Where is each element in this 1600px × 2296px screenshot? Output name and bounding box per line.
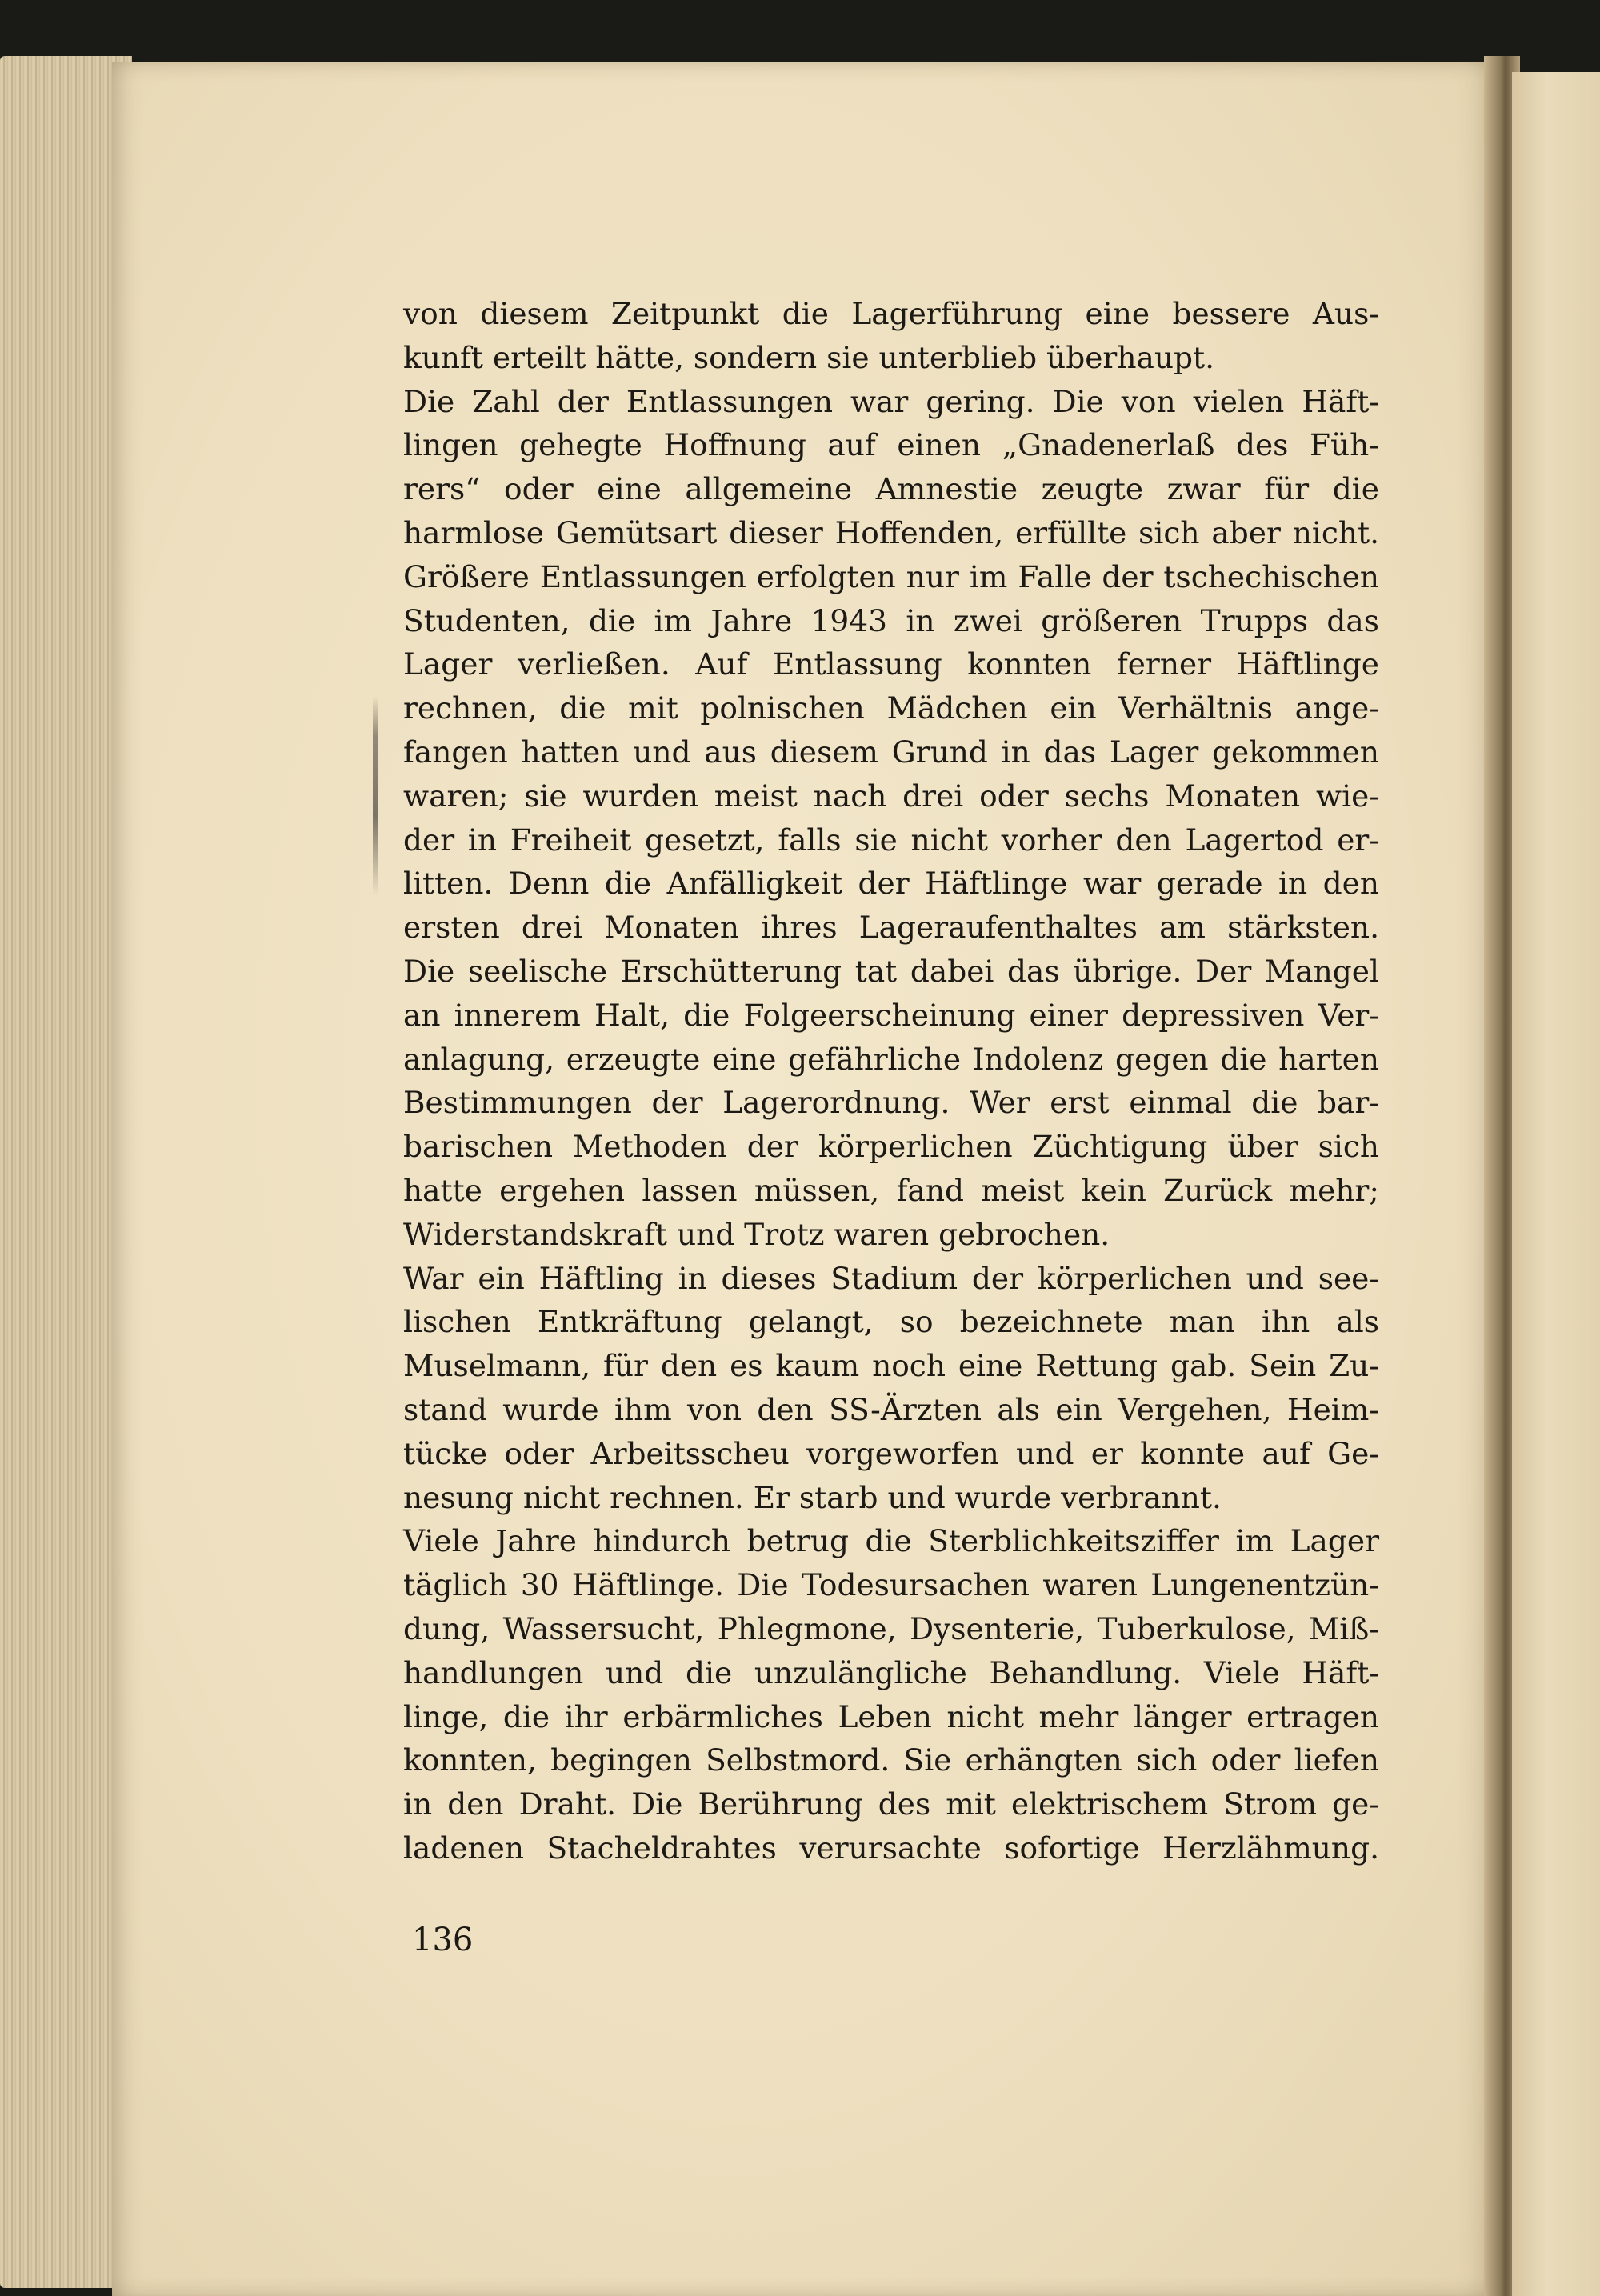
text-line: Größere Entlassungen erfolgten nur im Falle der tschechischen	[403, 558, 1379, 594]
text-line: War ein Häftling in dieses Stadium der körperlichen und see-	[403, 1260, 1379, 1296]
text-line: rers“ oder eine allgemeine Amnestie zeugte zwar für die	[403, 471, 1379, 507]
text-line: handlungen und die unzulängliche Behandlung. Viele Häft-	[403, 1654, 1379, 1690]
page-number: 136	[412, 1922, 474, 1958]
text-line: lischen Entkräftung gelangt, so bezeichnete man ihn als	[403, 1304, 1379, 1340]
text-line: Die Zahl der Entlassungen war gering. Die von vielen Häft-	[403, 383, 1379, 419]
text-line: rechnen, die mit polnischen Mädchen ein Verhältnis ange-	[403, 690, 1379, 726]
text-line: der in Freiheit gesetzt, falls sie nicht vorher den Lagertod er-	[403, 822, 1379, 858]
text-line: in den Draht. Die Berührung des mit elektrischem Strom ge-	[403, 1786, 1379, 1822]
text-line: Bestimmungen der Lagerordnung. Wer erst einmal die bar-	[403, 1085, 1379, 1121]
text-line: linge, die ihr erbärmliches Leben nicht mehr länger ertragen	[403, 1698, 1379, 1734]
text-line: anlagung, erzeugte eine gefährliche Indolenz gegen die harten	[403, 1041, 1379, 1077]
text-line: von diesem Zeitpunkt die Lagerführung eine bessere Aus-	[403, 296, 1379, 331]
text-line: ladenen Stacheldrahtes verursachte sofortige Herzlähmung.	[403, 1830, 1379, 1866]
text-line: an innerem Halt, die Folgeerscheinung einer depressiven Ver-	[403, 997, 1379, 1033]
text-line: waren; sie wurden meist nach drei oder sechs Monaten wie-	[403, 778, 1379, 814]
text-line: Die seelische Erschütterung tat dabei das übrige. Der Mangel	[403, 953, 1379, 989]
facing-page-edge	[1512, 72, 1600, 2296]
text-line: Viele Jahre hindurch betrug die Sterblichkeitsziffer im Lager	[403, 1523, 1379, 1559]
text-line: täglich 30 Häftlinge. Die Todesursachen waren Lungenentzün-	[403, 1567, 1379, 1603]
text-line: ersten drei Monaten ihres Lageraufenthaltes am stärksten.	[403, 910, 1379, 946]
text-line: dung, Wassersucht, Phlegmone, Dysenterie, Tuberkulose, Miß-	[403, 1610, 1379, 1646]
text-line: konnten, begingen Selbstmord. Sie erhängten sich oder liefen	[403, 1742, 1379, 1778]
text-line: Muselmann, für den es kaum noch eine Rettung gab. Sein Zu-	[403, 1348, 1379, 1384]
text-line: stand wurde ihm von den SS-Ärzten als ein Vergehen, Heim-	[403, 1391, 1379, 1427]
text-line: fangen hatten und aus diesem Grund in das Lager gekommen	[403, 734, 1379, 770]
text-line: Widerstandskraft und Trotz waren gebrochen.	[403, 1216, 1110, 1252]
text-line: harmlose Gemütsart dieser Hoffenden, erfüllte sich aber nicht.	[403, 514, 1379, 550]
text-line: nesung nicht rechnen. Er starb und wurde verbrannt.	[403, 1479, 1222, 1515]
text-line: Studenten, die im Jahre 1943 in zwei größeren Trupps das	[403, 602, 1379, 638]
margin-pencil-mark	[373, 696, 378, 896]
text-line: litten. Denn die Anfälligkeit der Häftlinge war gerade in den	[403, 866, 1379, 902]
text-line: lingen gehegte Hoffnung auf einen „Gnadenerlaß des Füh-	[403, 427, 1379, 463]
body-text	[403, 292, 1379, 1870]
text-line: kunft erteilt hätte, sondern sie unterblieb überhaupt.	[403, 339, 1214, 375]
text-line: hatte ergehen lassen müssen, fand meist kein Zurück mehr;	[403, 1172, 1379, 1208]
text-line: tücke oder Arbeitsscheu vorgeworfen und er konnte auf Ge-	[403, 1435, 1379, 1471]
text-line: barischen Methoden der körperlichen Züchtigung über sich	[403, 1129, 1379, 1165]
text-line: Lager verließen. Auf Entlassung konnten ferner Häftlinge	[403, 646, 1379, 682]
